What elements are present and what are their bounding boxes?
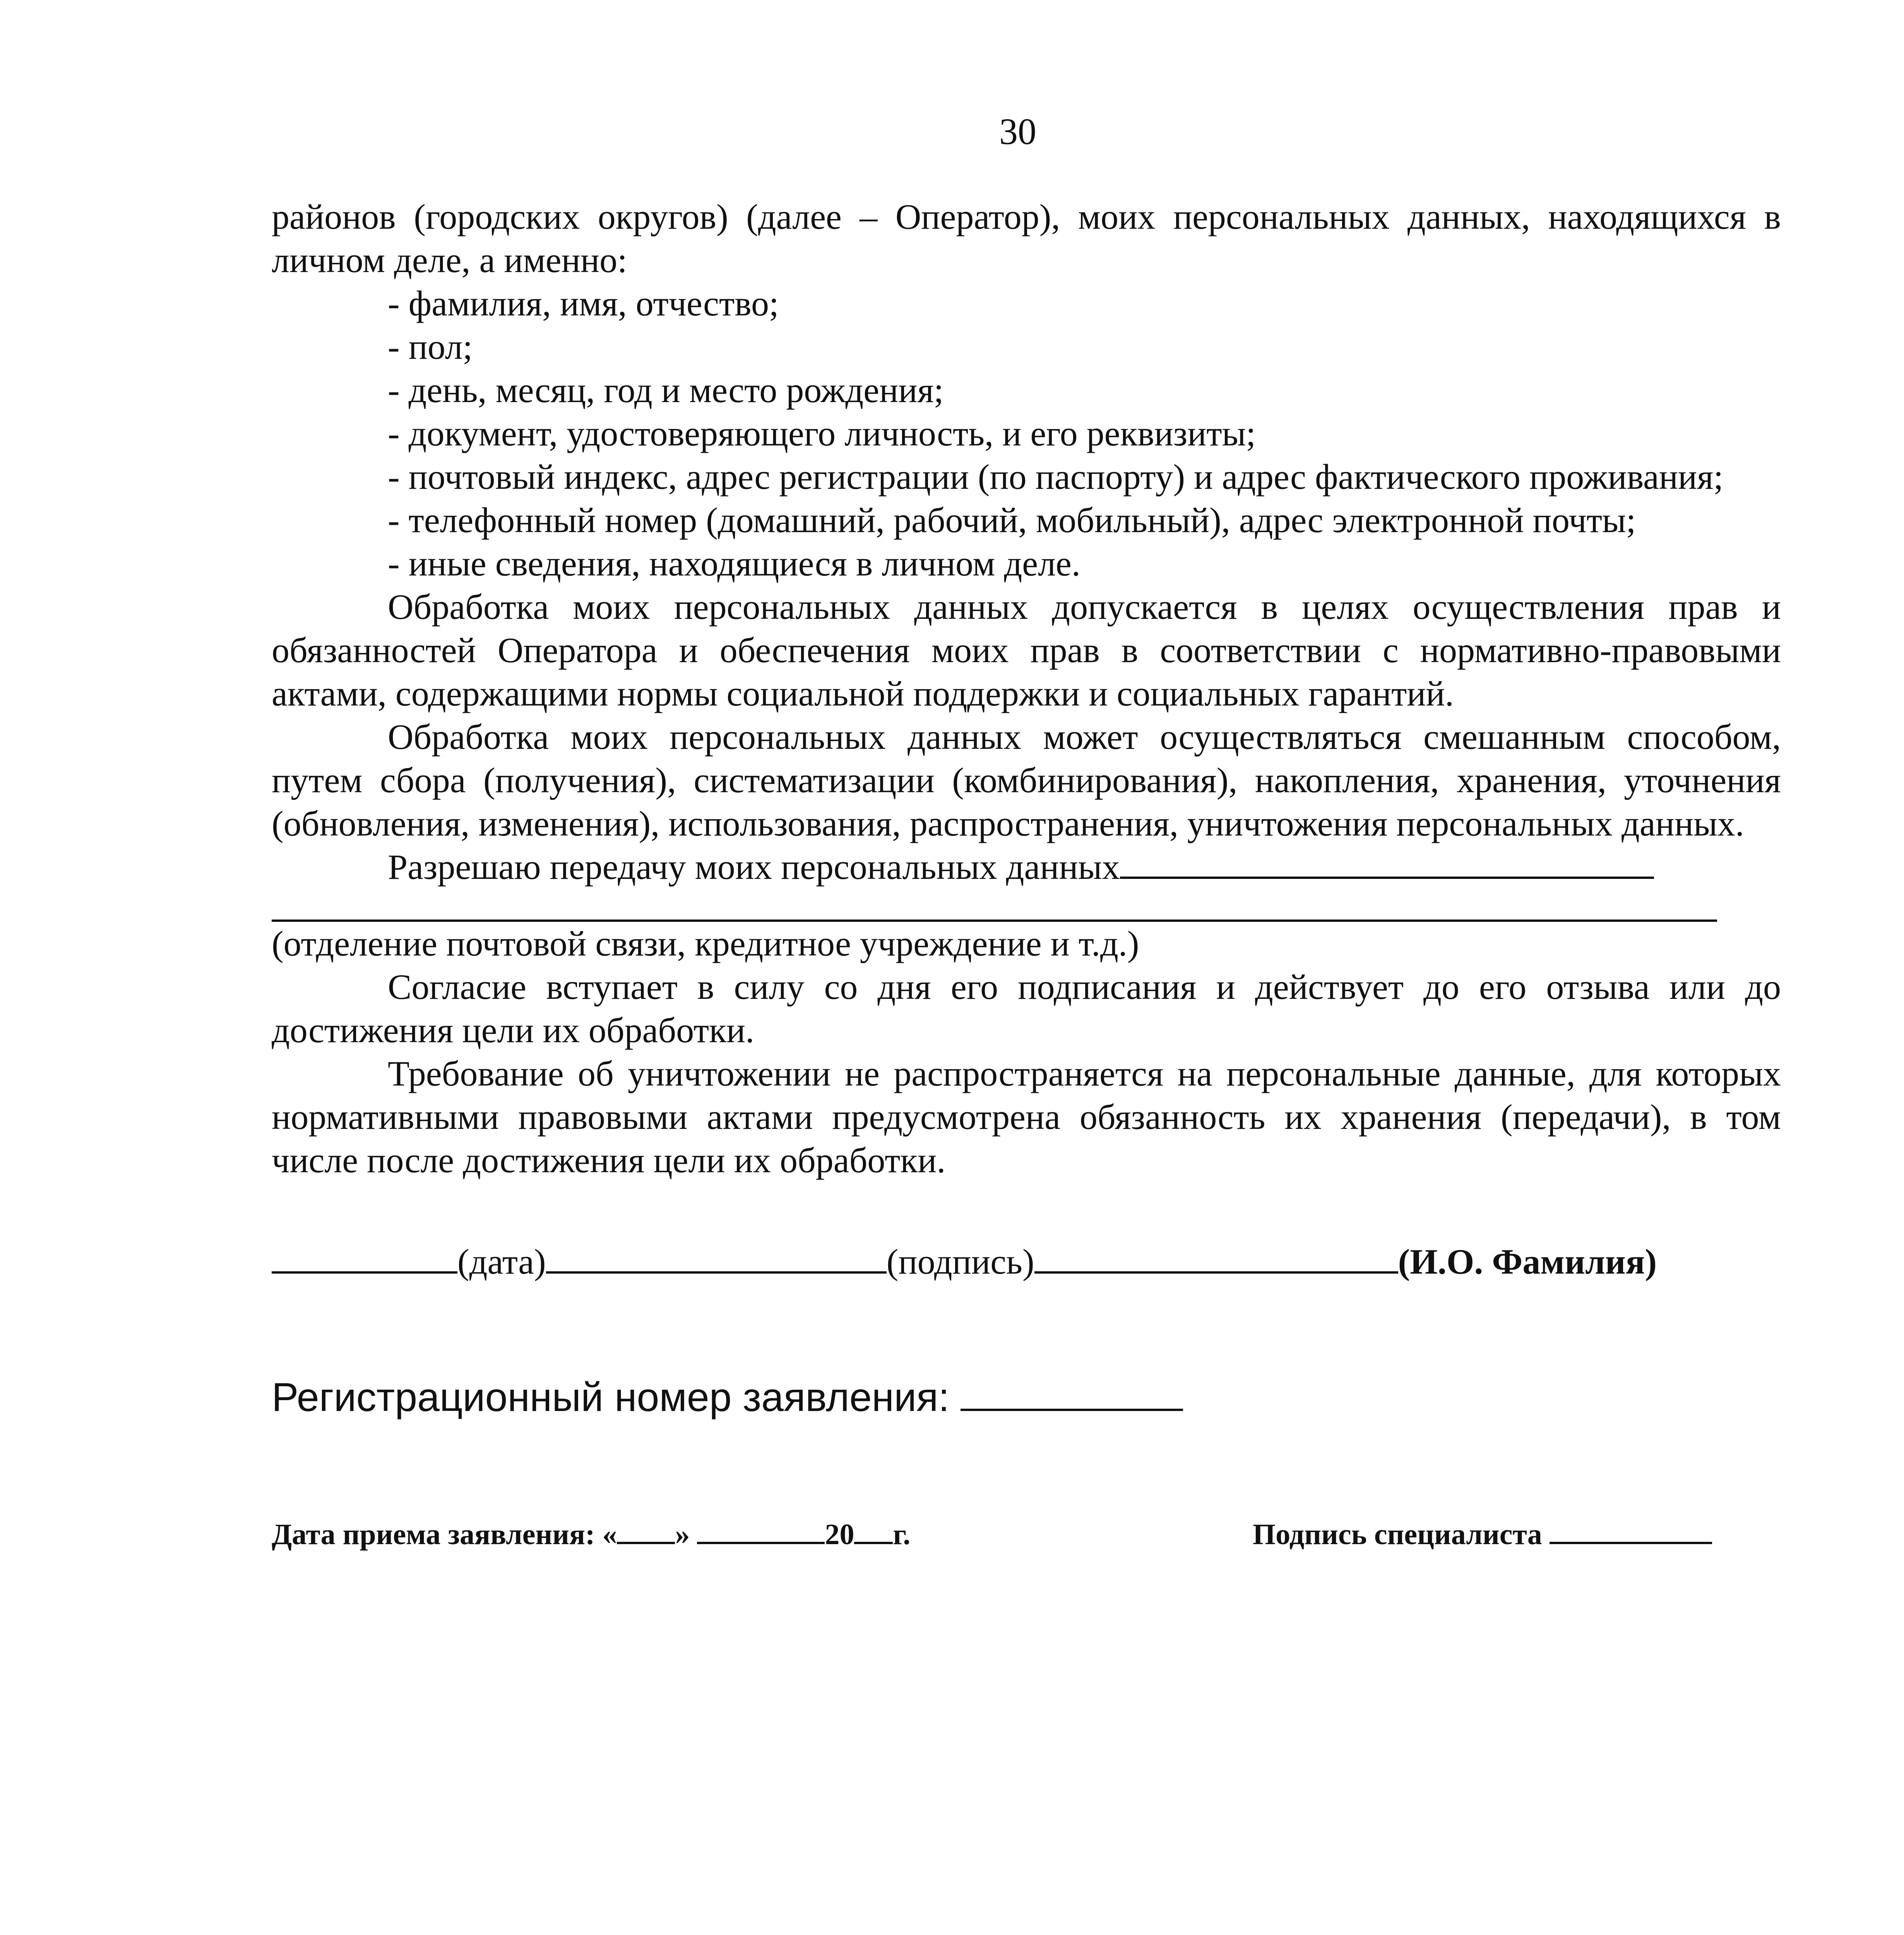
specialist-signature-field[interactable]	[1550, 1516, 1712, 1544]
transfer-line	[272, 845, 1781, 889]
method-paragraph: Обработка моих персональных данных может осуществляться смешанным способом, путем сбора (получения), систематизации (комбинирования), накопления, хранения, уточнения (обновления, изменения), использования, распространения, уничтожения персональных данных.	[272, 717, 1781, 843]
date-label: (дата)	[457, 1242, 546, 1281]
year-prefix: 20	[825, 1518, 854, 1551]
name-field[interactable]	[1034, 1240, 1398, 1274]
year-field[interactable]	[854, 1516, 893, 1544]
specialist-signature	[1253, 1515, 1712, 1554]
registration-label: Регистрационный номер заявления:	[272, 1375, 950, 1420]
transfer-label: Разрешаю передачу моих персональных данных	[388, 847, 1120, 887]
signature-field[interactable]	[546, 1240, 887, 1274]
list-item: - пол;	[388, 327, 473, 366]
registration-number-field[interactable]	[961, 1370, 1183, 1411]
close-quote: »	[675, 1518, 690, 1551]
registration-number-line	[272, 1370, 1183, 1423]
year-suffix: г.	[893, 1518, 911, 1551]
intro-paragraph: районов (городских округов) (далее – Оператор), моих персональных данных, находящихся в личном деле, а именно:	[272, 197, 1781, 280]
date-received-label: Дата приема заявления: «	[272, 1518, 617, 1551]
purpose-paragraph: Обработка моих персональных данных допускается в целях осуществления прав и обязанностей Оператора и обеспечения моих прав в соответствии с нормативно-правовыми актами, содержащими нормы социальной поддержки и социальных гарантий.	[272, 587, 1781, 713]
validity-paragraph: Согласие вступает в силу со дня его подписания и действует до его отзыва или до достижения цели их обработки.	[272, 967, 1781, 1050]
month-field[interactable]	[697, 1516, 825, 1544]
transfer-field-continued[interactable]	[272, 889, 1717, 922]
transfer-hint: (отделение почтовой связи, кредитное учреждение и т.д.)	[272, 924, 1139, 963]
name-label: (И.О. Фамилия)	[1398, 1242, 1657, 1281]
destroy-paragraph: Требование об уничтожении не распространяется на персональные данные, для которых нормативными правовыми актами предусмотрена обязанность их хранения (передачи), в том числе после достижения цели их обработки.	[272, 1054, 1781, 1180]
consent-text	[272, 195, 1781, 1283]
date-field[interactable]	[272, 1240, 457, 1274]
list-item: - иные сведения, находящиеся в личном деле.	[388, 544, 1080, 583]
transfer-field[interactable]	[1120, 846, 1654, 879]
list-item: - фамилия, имя, отчество;	[388, 284, 779, 323]
specialist-label: Подпись специалиста	[1253, 1518, 1542, 1551]
page-number: 30	[999, 111, 1036, 152]
signature-label: (подпись)	[886, 1242, 1034, 1281]
day-field[interactable]	[617, 1516, 675, 1544]
signature-row	[272, 1240, 1781, 1283]
list-item: - документ, удостоверяющего личность, и его реквизиты;	[388, 414, 1256, 453]
list-item: - почтовый индекс, адрес регистрации (по паспорту) и адрес фактического проживания;	[388, 457, 1724, 497]
footer	[272, 1515, 1742, 1554]
list-item: - день, месяц, год и место рождения;	[388, 370, 944, 410]
list-item: - телефонный номер (домашний, рабочий, мобильный), адрес электронной почты;	[388, 500, 1636, 540]
